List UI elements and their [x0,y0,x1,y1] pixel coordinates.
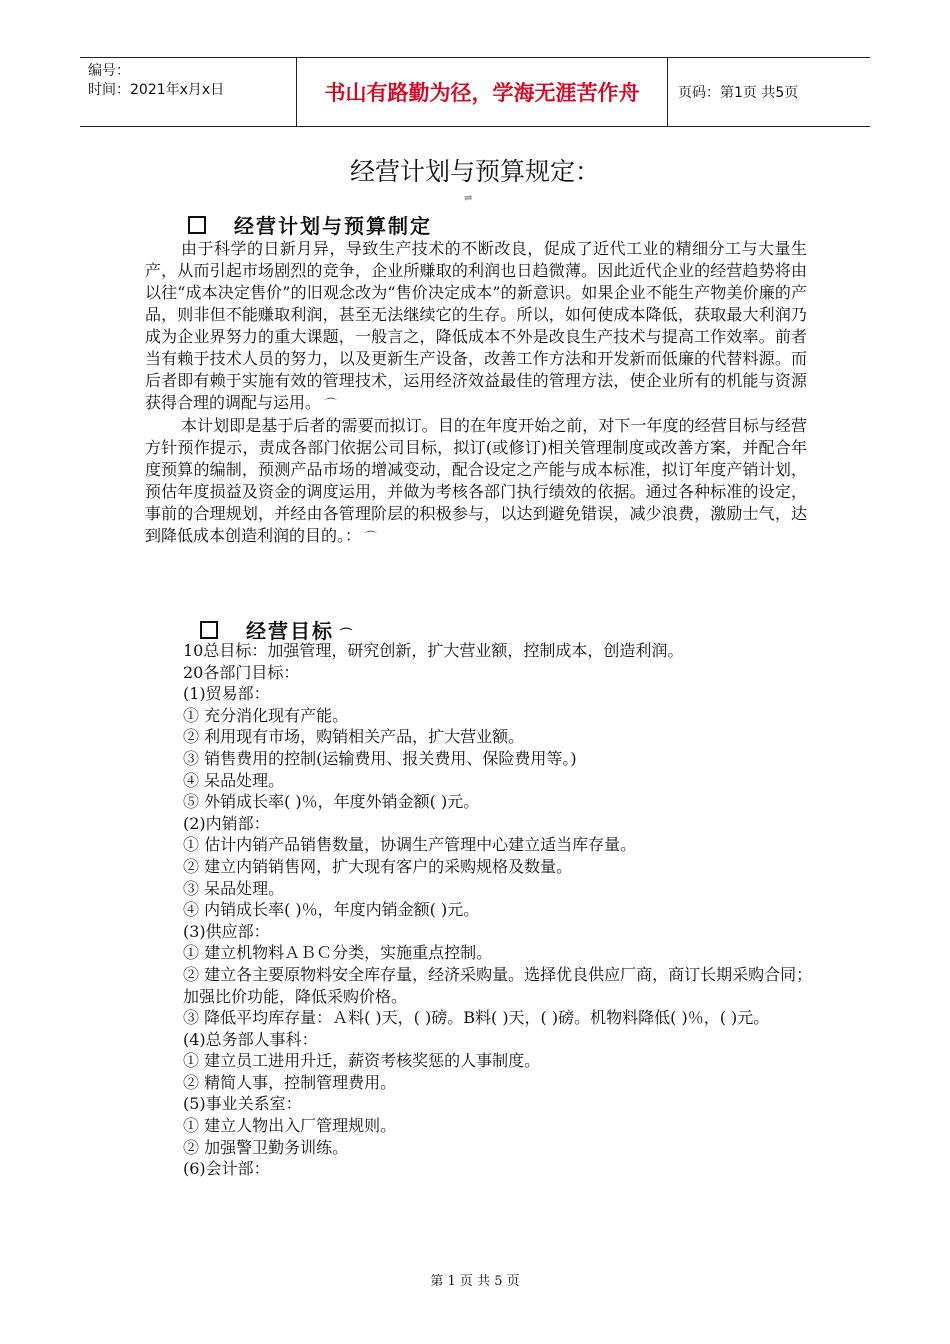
page-footer: 第 1 页 共 5 页 [430,1274,520,1289]
list-item: ① 充分消化现有产能。 [183,705,349,725]
list-item: 10总目标：加强管理，研究创新，扩大营业额，控制成本，创造利润。 [183,641,684,660]
return-mark-icon: ⌒ [321,397,337,411]
section-heading-1 [188,210,432,239]
list-item: ① 建立机物料ＡＢＣ分类，实施重点控制。 [183,943,493,963]
list-item: ③ 降低平均库存量：Ａ料( )天，( )磅。B料( )天，( )磅。机物料降低( )％，( )元。 [183,1008,770,1028]
list-item: ① 估计内销产品销售数量，协调生产管理中心建立适当库存量。 [183,835,637,855]
list-item: ⑤ 外销成长率( )％，年度外销金额( )元。 [183,792,480,812]
paragraph-2: 本计划即是基于后者的需要而拟订。目的在年度开始之前，对下一年度的经营目标与经营方针预作提示，责成各部门依据公司目标，拟订(或修订)相关管理制度或改善方案，并配合年度预算的编制，预测产品市场的增减变动，配合设定之产能与成本标准，拟订年度产销计划，预估年度损益及资金的调度运用，并做为考核各部门执行绩效的依据。通过各种标准的设定，事前的合理规划，并经由各管理阶层的积极参与，以达到避免错误，减少浪费，激励士气，达到降低成本创造利润的目的。： [145,416,807,545]
list-item: (3)供应部： [183,921,270,941]
list-item: 20各部门目标： [183,662,300,682]
checkbox-icon [188,216,206,234]
number-label: 编号： [88,63,130,79]
page-info: 页码：第1页 共5页 [678,85,799,101]
paragraph-mark-icon: ⇌ [464,193,473,204]
return-mark-icon: ⌒ [334,627,355,641]
list-item: ④ 内销成长率( )％，年度内销金额( )元。 [183,900,480,920]
list-item: (5)事业关系室： [183,1094,302,1114]
list-item: ② 建立内销销售网，扩大现有客户的采购规格及数量。 [183,856,573,876]
list-item: ② 精简人事，控制管理费用。 [183,1072,397,1092]
list-item: ② 建立各主要原物料安全库存量，经济采购量。选择优良供应厂商，商订长期采购合同；加强比价功能，降低采购价格。 [183,964,813,1006]
header-table [80,57,870,127]
list-item: (6)会计部： [183,1159,270,1179]
list-item: ① 建立人物出入厂管理规则。 [183,1116,397,1136]
list-item: ② 加强警卫勤务训练。 [183,1137,349,1157]
list-item: (2)内销部： [183,813,270,833]
section-heading-1-text: 经营计划与预算制定 [234,214,432,238]
header-left-cell [80,58,297,126]
list-item: ① 建立员工进用升迁，薪资考核奖惩的人事制度。 [183,1051,541,1071]
list-item: (1)贸易部： [183,684,270,704]
section2-list [183,640,823,1180]
section1-body [145,238,807,548]
section-heading-2-text: 经营目标 [246,619,334,643]
checkbox-icon [200,621,218,639]
list-item: ④ 呆品处理。 [183,770,285,790]
motto: 书山有路勤为径，学海无涯苦作舟 [297,58,668,126]
list-item: ③ 呆品处理。 [183,878,285,898]
document-title: 经营计划与预算规定： [349,157,600,186]
list-item: ③ 销售费用的控制(运输费用、报关费用、保险费用等。) [183,748,577,768]
list-item: (4)总务部人事科： [183,1029,318,1049]
paragraph-1: 由于科学的日新月异，导致生产技术的不断改良，促成了近代工业的精细分工与大量生产，从而引起市场剧烈的竞争，企业所赚取的利润也日趋微薄。因此近代企业的经营趋势将由以往“成本决定售价”的旧观念改为“售价决定成本”的新意识。如果企业不能生产物美价廉的产品，则非但不能赚取利润，甚至无法继续它的生存。所以，如何使成本降低，获取最大利润乃成为企业界努力的重大课题，一般言之，降低成本不外是改良生产技术与提高工作效率。前者当有赖于技术人员的努力，以及更新生产设备，改善工作方法和开发新而低廉的代替料源。而后者即有赖于实施有效的管理技术，运用经济效益最佳的管理方法，使企业所有的机能与资源获得合理的调配与运用。 [145,239,807,412]
time-label: 时间：2021年x月x日 [88,82,225,98]
return-mark-icon: ⌒ [361,530,377,544]
list-item: ② 利用现有市场，购销相关产品，扩大营业额。 [183,727,525,747]
